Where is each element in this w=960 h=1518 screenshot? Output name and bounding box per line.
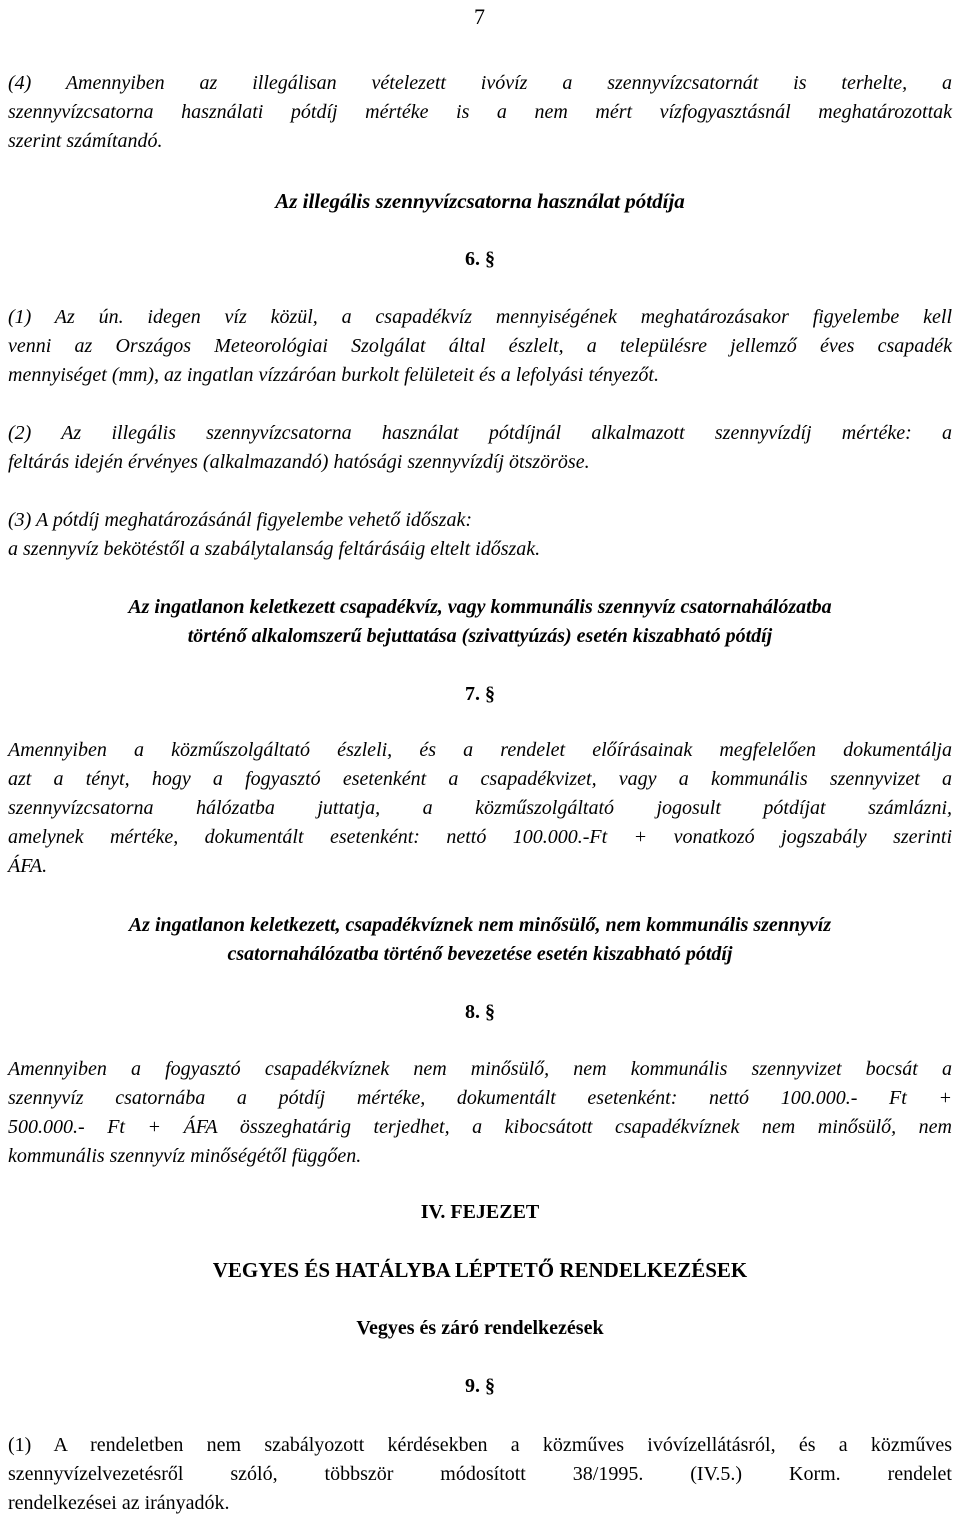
text-line: a szennyvíz bekötéstől a szabálytalanság feltárásáig eltelt időszak. <box>8 538 541 560</box>
text-line: rendelkezései az irányadók. <box>8 1492 230 1514</box>
text-line: venni az Országos Meteorológiai Szolgálat által észlelt, a településre jellemző éves csapadék <box>8 335 952 357</box>
paragraph-5-4 <box>8 69 952 156</box>
chapter-title: IV. FEJEZET <box>420 1201 540 1223</box>
text-line: (2) Az illegális szennyvízcsatorna használat pótdíjnál alkalmazott szennyvízdíj mértéke: a <box>8 422 952 444</box>
heading-line: Az ingatlanon keletkezett, csapadékvíznek nem minősülő, nem kommunális szennyvíz <box>128 914 832 936</box>
text-line: (1) Az ún. idegen víz közül, a csapadékvíz mennyiségének meghatározásakor figyelembe kell <box>8 306 952 328</box>
heading-rainwater-surcharge <box>0 593 960 651</box>
text-line: szennyvíz csatornába a pótdíj mértéke, dokumentált esetenként: nettó 100.000.- Ft + <box>8 1087 952 1109</box>
paragraph-6-2 <box>8 419 952 477</box>
section-9-title: 9. § <box>465 1375 495 1397</box>
chapter-subtitle: VEGYES ÉS HATÁLYBA LÉPTETŐ RENDELKEZÉSEK <box>212 1258 748 1282</box>
section-8-title: 8. § <box>465 1001 495 1023</box>
heading-nonqualifying-wastewater <box>0 911 960 969</box>
text-line: amelynek mértéke, dokumentált esetenként: nettó 100.000.-Ft + vonatkozó jogszabály szerinti <box>8 826 952 848</box>
paragraph-7 <box>8 736 952 881</box>
text-line: azt a tényt, hogy a fogyasztó esetenként a csapadékvizet, vagy a kommunális szennyvizet a <box>8 768 952 790</box>
text-line: (1) A rendeletben nem szabályozott kérdésekben a közműves ivóvízellátásról, és a közműves <box>8 1434 952 1456</box>
paragraph-9-1 <box>8 1431 952 1518</box>
text-line: ÁFA. <box>8 855 48 877</box>
final-provisions-heading: Vegyes és záró rendelkezések <box>356 1317 604 1339</box>
section-6-title: 6. § <box>465 248 495 270</box>
text-line: feltárás idején érvényes (alkalmazandó) hatósági szennyvízdíj ötszöröse. <box>8 451 590 473</box>
heading-illegal-usage: Az illegális szennyvízcsatorna használat pótdíja <box>275 189 685 213</box>
text-line: szennyvízelvezetésről szóló, többször módosított 38/1995. (IV.5.) Korm. rendelet <box>8 1463 952 1485</box>
text-line: szerint számítandó. <box>8 130 163 152</box>
text-line: 500.000.- Ft + ÁFA összeghatárig terjedhet, a kibocsátott csapadékvíznek nem minősülő, nem <box>8 1116 952 1138</box>
paragraph-6-3 <box>8 506 952 564</box>
text-line: szennyvízcsatorna hálózatba juttatja, a közműszolgáltató jogosult pótdíjat számlázni, <box>8 797 952 819</box>
section-7-title: 7. § <box>465 683 495 705</box>
text-line: szennyvízcsatorna használati pótdíj mértéke is a nem mért vízfogyasztásnál meghatározottak <box>8 101 952 123</box>
text-line: Amennyiben a fogyasztó csapadékvíznek nem minősülő, nem kommunális szennyvizet bocsát a <box>8 1058 952 1080</box>
heading-line: Az ingatlanon keletkezett csapadékvíz, vagy kommunális szennyvíz csatornahálózatba <box>128 596 832 618</box>
text-line: (4) Amennyiben az illegálisan vételezett ivóvíz a szennyvízcsatornát is terhelte, a <box>8 72 952 94</box>
heading-line: csatornahálózatba történő bevezetése esetén kiszabható pótdíj <box>227 943 733 965</box>
text-line: Amennyiben a közműszolgáltató észleli, és a rendelet előírásainak megfelelően dokumentálja <box>8 739 952 761</box>
text-line: (3) A pótdíj meghatározásánál figyelembe vehető időszak: <box>8 509 472 531</box>
paragraph-8 <box>8 1055 952 1171</box>
paragraph-6-1 <box>8 303 952 390</box>
text-line: kommunális szennyvíz minőségétől függően. <box>8 1145 362 1167</box>
heading-line: történő alkalomszerű bejuttatása (szivattyúzás) esetén kiszabható pótdíj <box>187 625 773 647</box>
text-line: mennyiséget (mm), az ingatlan vízzáróan burkolt felületeit és a lefolyási tényezőt. <box>8 364 659 386</box>
page-number: 7 <box>474 4 485 29</box>
